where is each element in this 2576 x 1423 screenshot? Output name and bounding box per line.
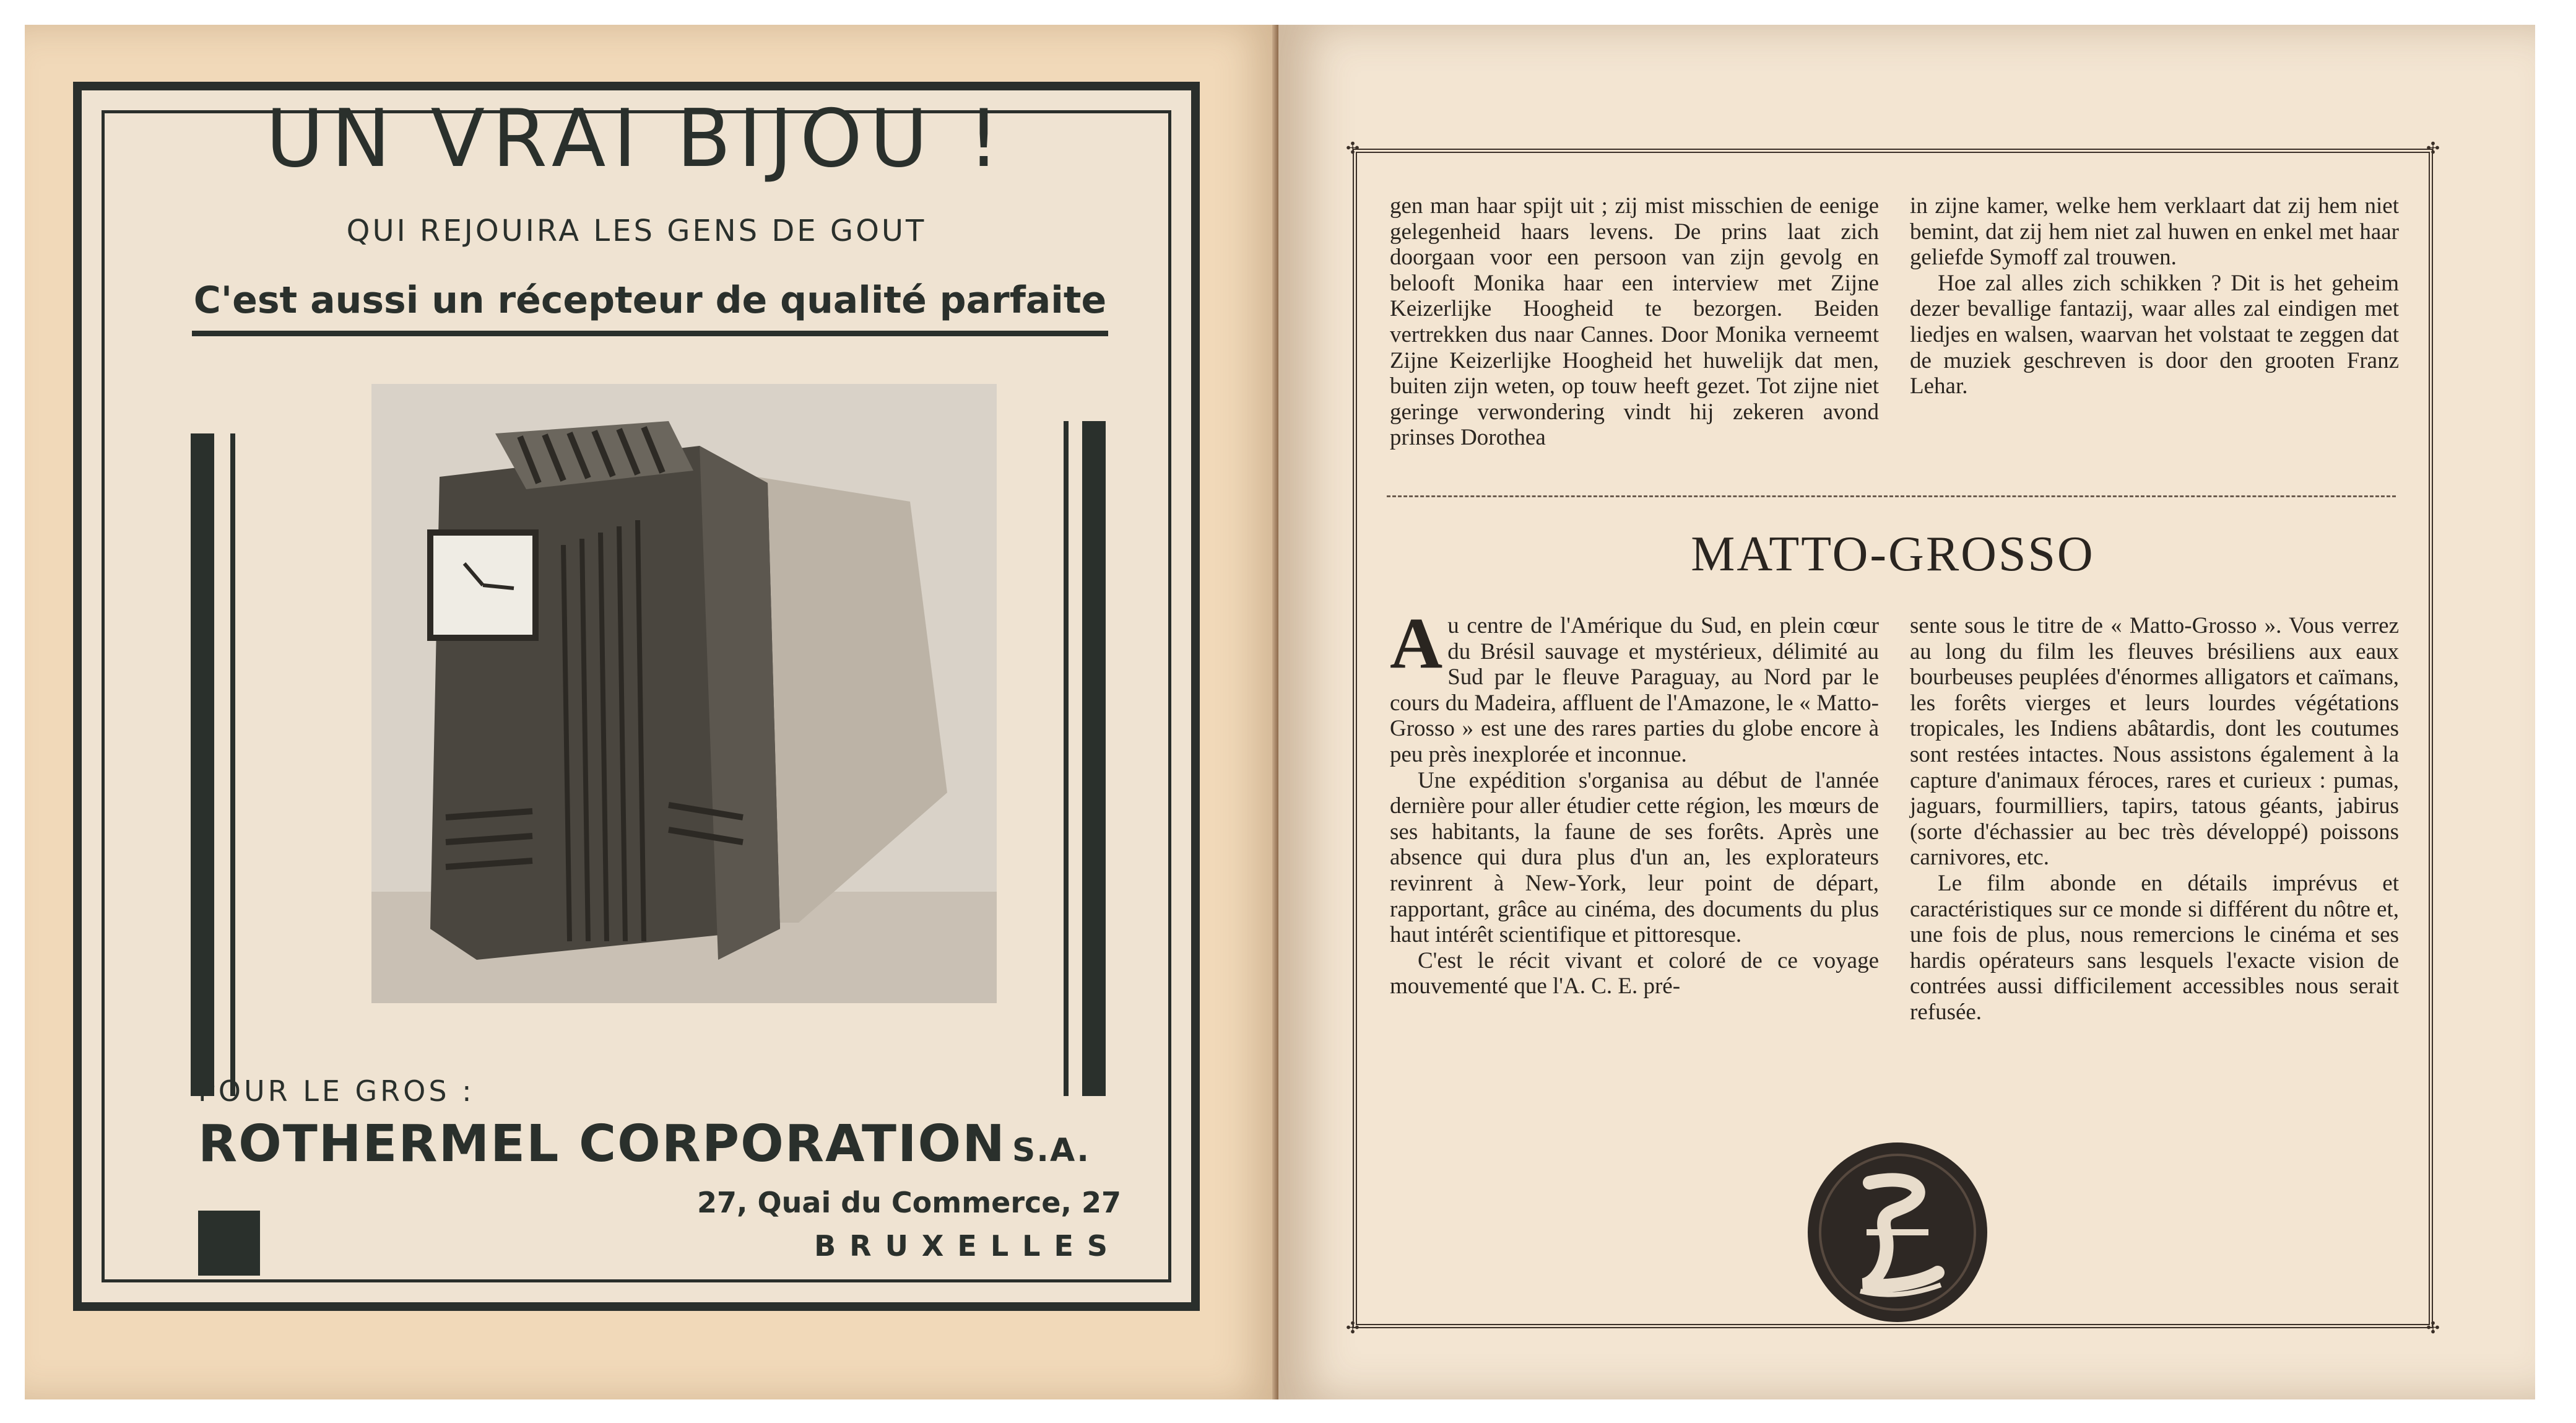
decorative-bar-right-thick <box>1082 421 1106 1096</box>
paragraph <box>1390 603 1879 768</box>
paragraph: Le film abonde en détails imprévus et caractéristiques sur ce monde si différent du nôtre et, une fois de plus, nous remercions le cinéma et ses hardis opérateurs sans lesquels l'exacte vision de contrées aussi difficilement accessibles nous serait refusée. <box>1910 870 2399 1025</box>
decorative-bar-right-thin <box>1064 421 1069 1096</box>
drop-cap: A <box>1390 603 1443 684</box>
frame-corner-ornament: ✣ <box>1346 1319 1360 1337</box>
decorative-square <box>198 1211 260 1276</box>
paragraph: sente sous le titre de « Matto-Grosso ». Vous verrez au long du film les fleuves brésiliens aux eaux bourbeuses peuplées d'énormes alligators et caïmans, les forêts vierges et leurs lourdes végétations tropicales, les Indiens abâtardis, dont les coutumes sont restées intactes. Nous assistons également à la capture d'animaux féroces, rares et curieux : pumas, jaguars, fourmilliers, tapirs, tatous géants, jabirus (sorte d'échassier au bec très développé) poissons carnivores, etc. <box>1910 613 2399 871</box>
company-name-text: ROTHERMEL CORPORATION <box>198 1115 1006 1173</box>
paragraph: in zijne kamer, welke hem verklaart dat zij hem niet bemint, dat zij hem niet zal huwen en enkel met haar geliefde Symoff zal trouwen. <box>1910 193 2399 271</box>
ad-company-name <box>198 1115 1090 1173</box>
frame-corner-ornament: ✣ <box>2426 139 2440 157</box>
previous-article-column-2 <box>1910 193 2399 399</box>
previous-article-column-1 <box>1390 193 1879 451</box>
frame-corner-ornament: ✣ <box>1346 139 1360 157</box>
frame-corner-ornament: ✣ <box>2426 1319 2440 1337</box>
ad-title: UN VRAI BIJOU ! <box>266 93 1007 185</box>
article-title: MATTO-GROSSO <box>1691 527 2095 581</box>
decorative-bar-left-thin <box>230 433 235 1096</box>
paragraph-text: u centre de l'Amérique du Sud, en plein cœur du Brésil sauvage et mystérieux, délimité au Sud par le fleuve Paraguay, au Nord par le cours du Madeira, affluent de l'Amazone, le « Matto-Grosso » est une des rares parties du globe encore à peu près inexplorée et inconnue. <box>1390 613 1879 767</box>
article-column-1 <box>1390 603 1879 999</box>
decorative-bar-left-thick <box>191 433 214 1096</box>
publisher-logo-seal <box>1805 1139 1990 1325</box>
ad-subtitle: QUI REJOUIRA LES GENS DE GOUT <box>346 214 927 248</box>
article-column-2 <box>1910 613 2399 1025</box>
ad-wholesale-label: POUR LE GROS : <box>198 1074 475 1108</box>
paragraph: Hoe zal alles zich schikken ? Dit is het geheim dezer bevallige fantazij, waar alles zal eindigen met liedjes en walsen, waarvan het volstaat te zeggen dat de muziek geschreven is door den grooten Franz Lehar. <box>1910 270 2399 399</box>
paragraph: gen man haar spijt uit ; zij mist misschien de eenige gelegenheid haars levens. De prins laat zich doorgaan voor een persoon van zijn gevolg en belooft Monika haar een interview met Zijne Keizerlijke Hoogheid te bezorgen. Beiden vertrekken dus naar Cannes. Door Monika verneemt Zijne Keizerlijke Hoogheid het huwelijk dat men, buiten zijn weten, op touw heeft gezet. Tot zijne niet geringe verwondering vindt hij zekeren avond prinses Dorothea <box>1390 193 1879 451</box>
section-separator <box>1387 495 2396 497</box>
paragraph: Une expédition s'organisa au début de l'année dernière pour aller étudier cette région, les mœurs de ses habitants, la faune de ses forêts. Après une absence qui dura plus d'un an, les explorateurs revinrent à New-York, leur point de départ, rapportant, grâce au cinéma, des documents du plus haut intérêt scientifique et pittoresque. <box>1390 767 1879 948</box>
ad-address: 27, Quai du Commerce, 27 <box>697 1186 1121 1219</box>
ad-tagline: C'est aussi un récepteur de qualité parfaite <box>192 279 1108 336</box>
ad-city: BRUXELLES <box>814 1229 1121 1263</box>
radio-photograph <box>371 384 997 1003</box>
company-suffix: S.A. <box>1012 1132 1091 1169</box>
paragraph: C'est le récit vivant et coloré de ce voyage mouvementé que l'A. C. E. pré- <box>1390 947 1879 999</box>
